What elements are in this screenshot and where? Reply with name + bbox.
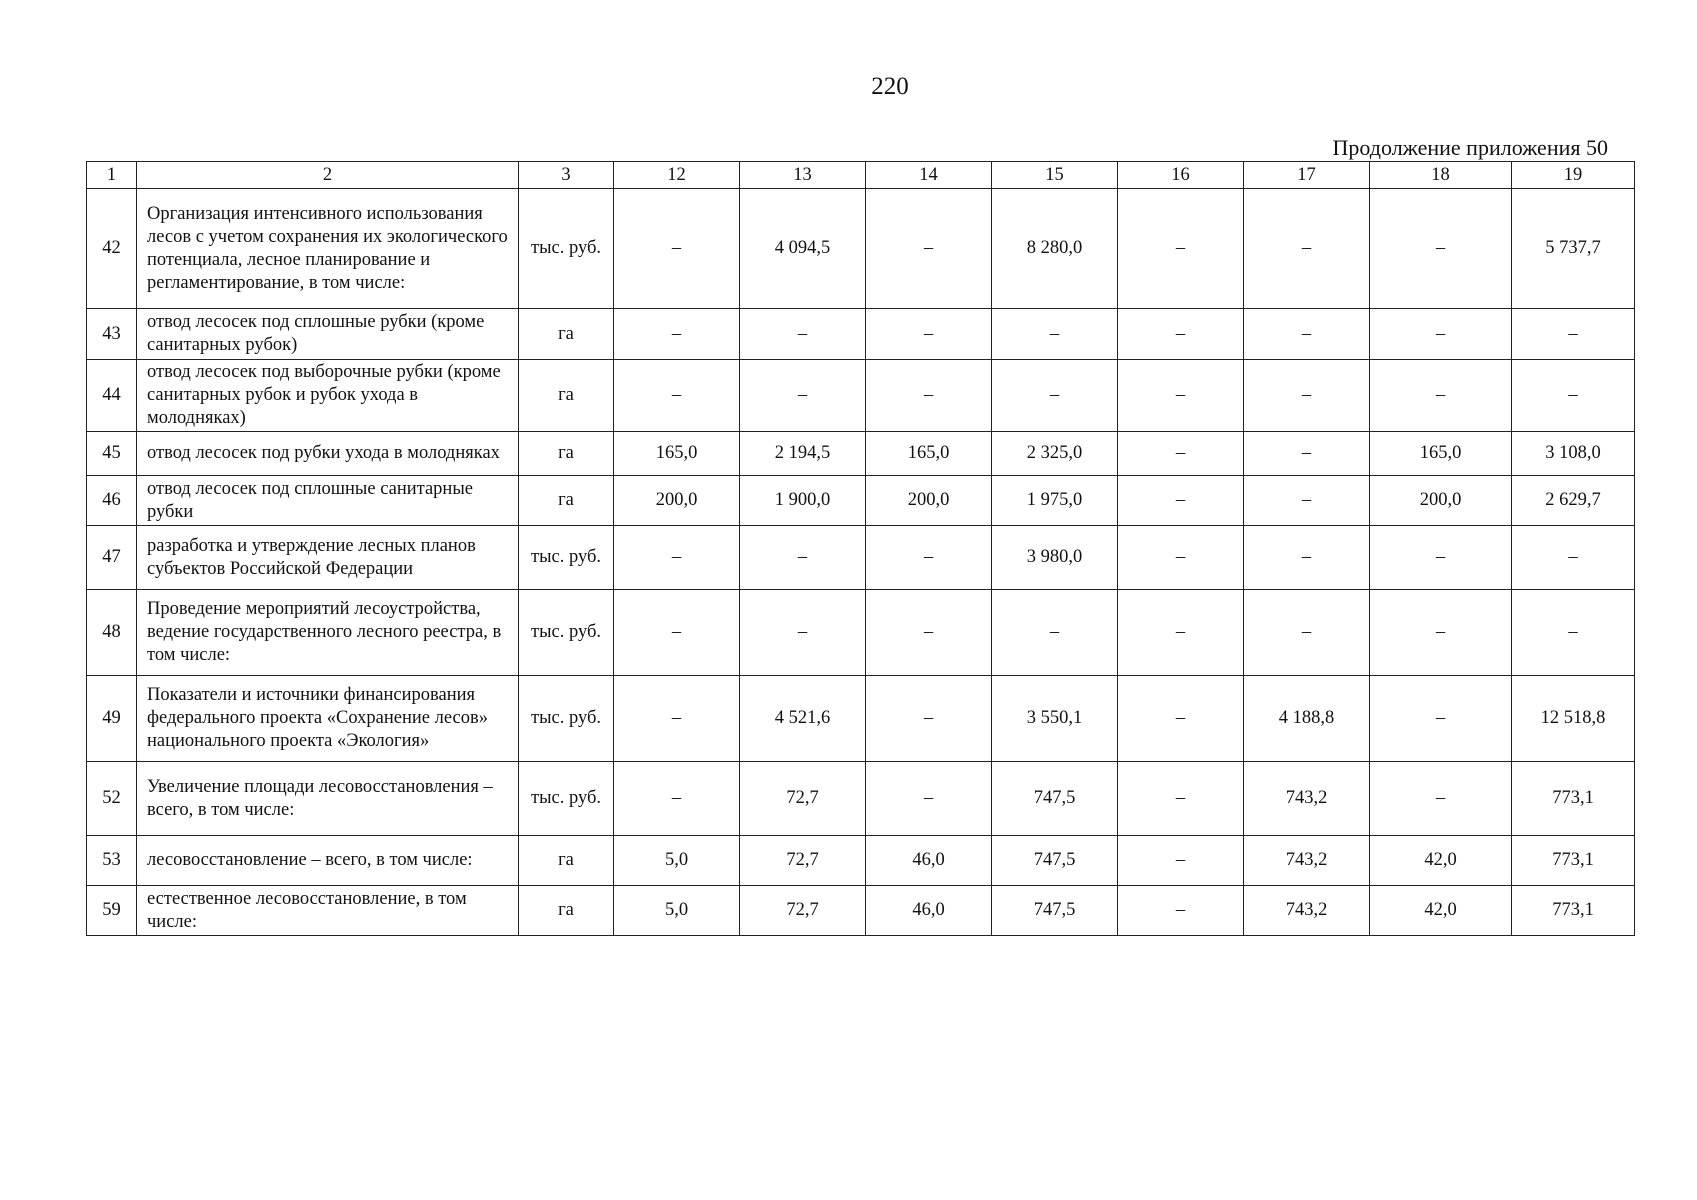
value-cell: 773,1 (1512, 762, 1635, 836)
row-unit: га (519, 432, 614, 476)
header-cell: 13 (740, 162, 866, 189)
value-cell: – (1244, 189, 1370, 309)
header-cell: 16 (1118, 162, 1244, 189)
value-cell: – (1370, 526, 1512, 590)
row-unit: га (519, 309, 614, 360)
value-cell: – (866, 676, 992, 762)
row-name: отвод лесосек под рубки ухода в молодняках (137, 432, 519, 476)
row-unit: тыс. руб. (519, 590, 614, 676)
row-number: 43 (87, 309, 137, 360)
value-cell: 3 550,1 (992, 676, 1118, 762)
value-cell: – (1118, 762, 1244, 836)
row-name: Организация интенсивного использования лесов с учетом сохранения их экологического потенциала, лесное планирование и регламентирование, в том числе: (137, 189, 519, 309)
value-cell: – (1118, 836, 1244, 886)
value-cell: 743,2 (1244, 836, 1370, 886)
value-cell: 2 325,0 (992, 432, 1118, 476)
value-cell: – (992, 309, 1118, 360)
value-cell: – (1118, 676, 1244, 762)
value-cell: 72,7 (740, 836, 866, 886)
header-cell: 3 (519, 162, 614, 189)
row-number: 59 (87, 886, 137, 936)
table-row (87, 360, 1635, 432)
value-cell: 5 737,7 (1512, 189, 1635, 309)
row-number: 46 (87, 476, 137, 526)
value-cell: 165,0 (1370, 432, 1512, 476)
value-cell: – (1370, 360, 1512, 432)
value-cell: – (614, 762, 740, 836)
value-cell: 743,2 (1244, 762, 1370, 836)
value-cell: 3 108,0 (1512, 432, 1635, 476)
value-cell: 5,0 (614, 886, 740, 936)
row-unit: тыс. руб. (519, 189, 614, 309)
table-row (87, 886, 1635, 936)
value-cell: 2 629,7 (1512, 476, 1635, 526)
header-cell: 1 (87, 162, 137, 189)
row-unit: га (519, 836, 614, 886)
table-row (87, 590, 1635, 676)
value-cell: 2 194,5 (740, 432, 866, 476)
value-cell: – (1118, 309, 1244, 360)
row-name: отвод лесосек под сплошные санитарные рубки (137, 476, 519, 526)
value-cell: – (614, 526, 740, 590)
header-cell: 15 (992, 162, 1118, 189)
value-cell: – (1118, 360, 1244, 432)
header-cell: 17 (1244, 162, 1370, 189)
row-unit: га (519, 360, 614, 432)
value-cell: 5,0 (614, 836, 740, 886)
header-row (87, 162, 1635, 189)
row-number: 45 (87, 432, 137, 476)
value-cell: – (1118, 476, 1244, 526)
table-row (87, 189, 1635, 309)
value-cell: – (1244, 360, 1370, 432)
value-cell: 165,0 (866, 432, 992, 476)
row-name: Увеличение площади лесовосстановления – всего, в том числе: (137, 762, 519, 836)
value-cell: 46,0 (866, 836, 992, 886)
table-row (87, 676, 1635, 762)
row-number: 53 (87, 836, 137, 886)
header-cell: 2 (137, 162, 519, 189)
value-cell: – (866, 590, 992, 676)
row-name: отвод лесосек под выборочные рубки (кроме санитарных рубок и рубок ухода в молодняках) (137, 360, 519, 432)
value-cell: – (1118, 432, 1244, 476)
value-cell: 1 900,0 (740, 476, 866, 526)
value-cell: – (992, 590, 1118, 676)
row-name: Проведение мероприятий лесоустройства, ведение государственного лесного реестра, в том числе: (137, 590, 519, 676)
value-cell: – (1244, 590, 1370, 676)
table-row (87, 526, 1635, 590)
value-cell: – (1512, 526, 1635, 590)
value-cell: – (1244, 432, 1370, 476)
value-cell: 3 980,0 (992, 526, 1118, 590)
value-cell: 747,5 (992, 836, 1118, 886)
row-number: 44 (87, 360, 137, 432)
value-cell: – (1370, 676, 1512, 762)
table-body (87, 162, 1635, 936)
value-cell: – (1118, 526, 1244, 590)
value-cell: 42,0 (1370, 886, 1512, 936)
value-cell: 4 094,5 (740, 189, 866, 309)
value-cell: – (740, 360, 866, 432)
value-cell: – (1370, 309, 1512, 360)
value-cell: – (1118, 590, 1244, 676)
value-cell: – (866, 526, 992, 590)
value-cell: – (992, 360, 1118, 432)
value-cell: – (866, 189, 992, 309)
row-unit: га (519, 476, 614, 526)
row-name: естественное лесовосстановление, в том числе: (137, 886, 519, 936)
row-name: отвод лесосек под сплошные рубки (кроме санитарных рубок) (137, 309, 519, 360)
header-cell: 19 (1512, 162, 1635, 189)
value-cell: 8 280,0 (992, 189, 1118, 309)
value-cell: 200,0 (614, 476, 740, 526)
value-cell: 200,0 (866, 476, 992, 526)
value-cell: 165,0 (614, 432, 740, 476)
value-cell: 12 518,8 (1512, 676, 1635, 762)
page-number: 220 (871, 73, 909, 100)
value-cell: 773,1 (1512, 836, 1635, 886)
row-number: 49 (87, 676, 137, 762)
value-cell: 747,5 (992, 886, 1118, 936)
value-cell: 4 521,6 (740, 676, 866, 762)
value-cell: – (866, 360, 992, 432)
row-unit: тыс. руб. (519, 676, 614, 762)
value-cell: – (1370, 762, 1512, 836)
value-cell: – (740, 309, 866, 360)
value-cell: – (1244, 526, 1370, 590)
value-cell: 1 975,0 (992, 476, 1118, 526)
table-row (87, 476, 1635, 526)
row-name: разработка и утверждение лесных планов субъектов Российской Федерации (137, 526, 519, 590)
value-cell: – (1118, 886, 1244, 936)
value-cell: – (1118, 189, 1244, 309)
value-cell: 4 188,8 (1244, 676, 1370, 762)
value-cell: – (614, 189, 740, 309)
row-name: Показатели и источники финансирования федерального проекта «Сохранение лесов» национального проекта «Экология» (137, 676, 519, 762)
value-cell: – (1512, 309, 1635, 360)
header-cell: 12 (614, 162, 740, 189)
row-unit: тыс. руб. (519, 526, 614, 590)
value-cell: – (866, 309, 992, 360)
table-row (87, 309, 1635, 360)
value-cell: – (740, 526, 866, 590)
value-cell: 42,0 (1370, 836, 1512, 886)
value-cell: – (614, 590, 740, 676)
value-cell: – (740, 590, 866, 676)
value-cell: – (1370, 189, 1512, 309)
header-cell: 14 (866, 162, 992, 189)
row-number: 52 (87, 762, 137, 836)
row-unit: тыс. руб. (519, 762, 614, 836)
table-row (87, 836, 1635, 886)
value-cell: – (1244, 476, 1370, 526)
value-cell: 72,7 (740, 762, 866, 836)
value-cell: – (1370, 590, 1512, 676)
row-number: 42 (87, 189, 137, 309)
value-cell: 743,2 (1244, 886, 1370, 936)
continuation-label: Продолжение приложения 50 (1332, 135, 1608, 160)
value-cell: – (1512, 590, 1635, 676)
value-cell: – (614, 360, 740, 432)
value-cell: – (1512, 360, 1635, 432)
header-cell: 18 (1370, 162, 1512, 189)
row-unit: га (519, 886, 614, 936)
value-cell: 773,1 (1512, 886, 1635, 936)
row-number: 48 (87, 590, 137, 676)
value-cell: 747,5 (992, 762, 1118, 836)
row-name: лесовосстановление – всего, в том числе: (137, 836, 519, 886)
table-row (87, 762, 1635, 836)
value-cell: – (866, 762, 992, 836)
value-cell: – (1244, 309, 1370, 360)
table-row (87, 432, 1635, 476)
value-cell: 200,0 (1370, 476, 1512, 526)
value-cell: 46,0 (866, 886, 992, 936)
value-cell: 72,7 (740, 886, 866, 936)
appendix-table (86, 161, 1635, 936)
value-cell: – (614, 676, 740, 762)
value-cell: – (614, 309, 740, 360)
row-number: 47 (87, 526, 137, 590)
